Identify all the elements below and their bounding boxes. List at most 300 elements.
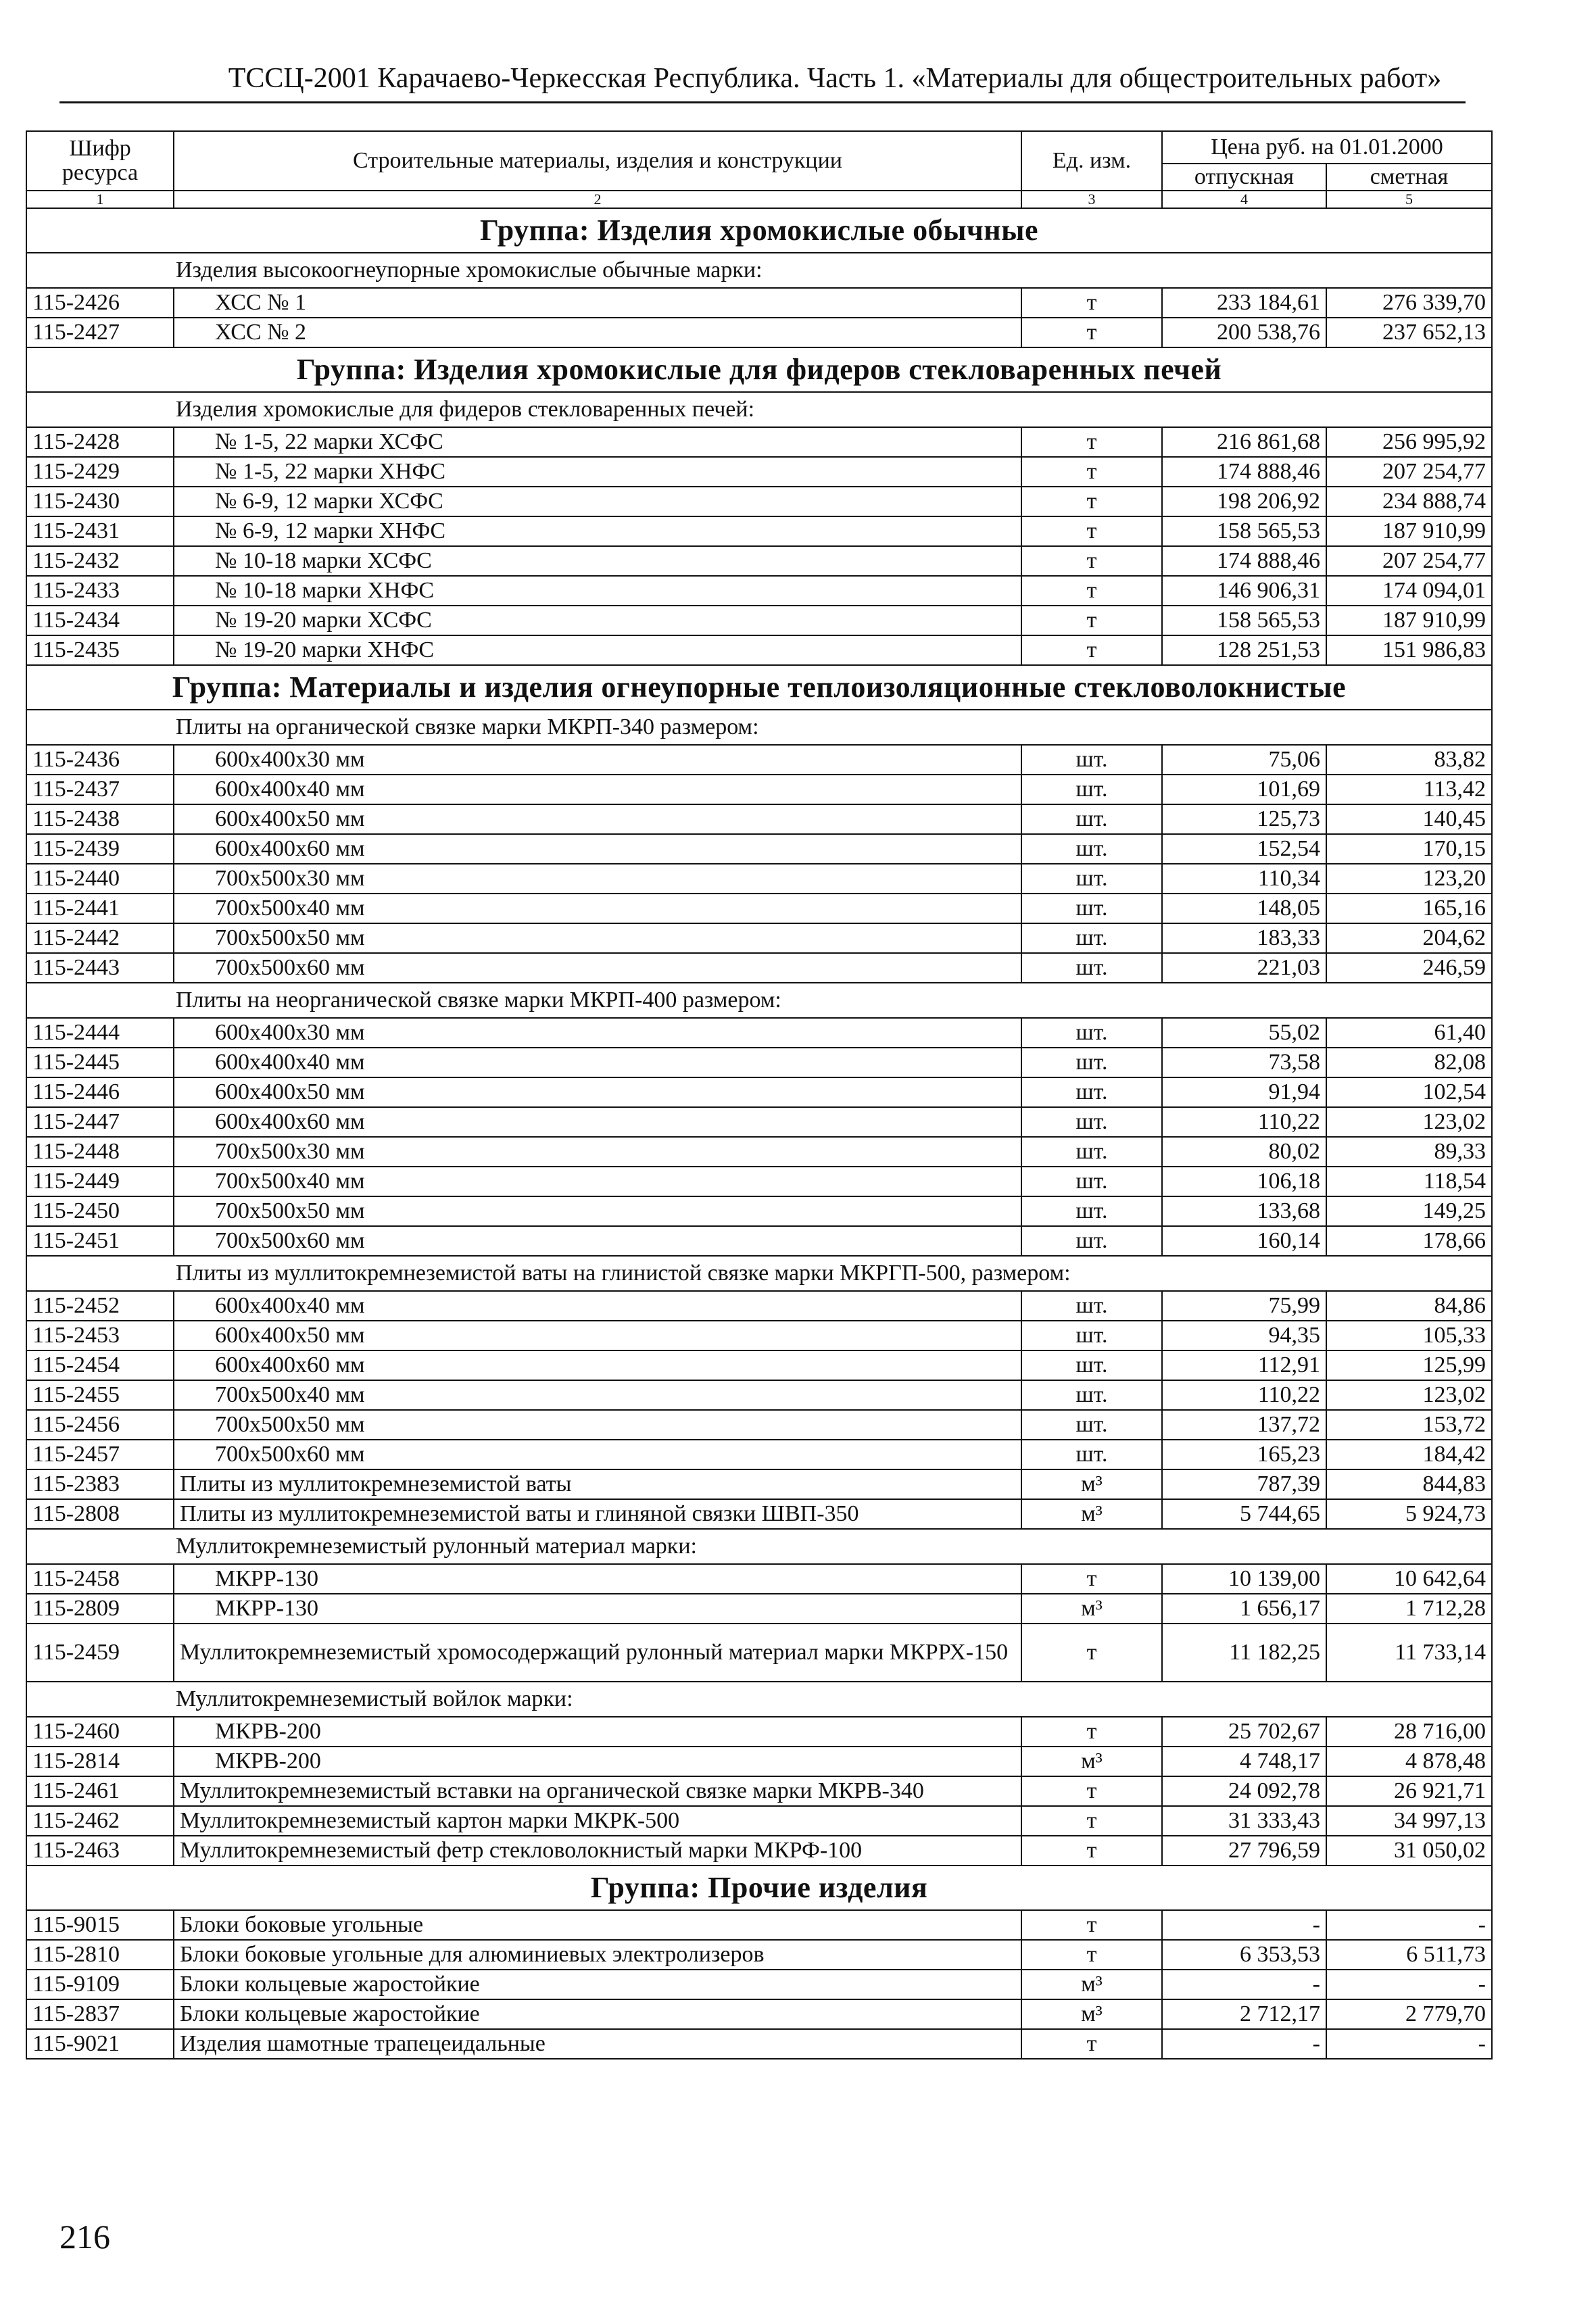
release-price: 174 888,46 xyxy=(1162,546,1326,576)
material-name: 600х400х50 мм xyxy=(174,804,1021,834)
material-name: № 10-18 марки ХСФС xyxy=(174,546,1021,576)
resource-code: 115-2426 xyxy=(26,288,174,318)
unit: т xyxy=(1021,1624,1162,1682)
release-price: 221,03 xyxy=(1162,953,1326,983)
subheading-title: Плиты из муллитокремнеземистой ваты на глинистой связке марки МКРГП-500, размером: xyxy=(26,1256,1492,1291)
resource-code: 115-2440 xyxy=(26,864,174,894)
table-row xyxy=(26,804,1492,834)
estimate-price: 234 888,74 xyxy=(1326,487,1492,516)
unit: шт. xyxy=(1021,1167,1162,1196)
unit: т xyxy=(1021,427,1162,457)
resource-code: 115-2430 xyxy=(26,487,174,516)
unit: шт. xyxy=(1021,1440,1162,1469)
release-price: 110,34 xyxy=(1162,864,1326,894)
release-price: 200 538,76 xyxy=(1162,318,1326,347)
subheading-title: Муллитокремнеземистый войлок марки: xyxy=(26,1682,1492,1717)
estimate-price: 207 254,77 xyxy=(1326,457,1492,487)
subheading-row xyxy=(26,1682,1492,1717)
subheading-title: Плиты на неорганической связке марки МКРП-400 размером: xyxy=(26,983,1492,1018)
material-name: МКРР-130 xyxy=(174,1594,1021,1624)
unit: шт. xyxy=(1021,1018,1162,1048)
table-row xyxy=(26,1594,1492,1624)
release-price: - xyxy=(1162,1970,1326,1999)
group-title: Группа: Прочие изделия xyxy=(26,1866,1492,1910)
resource-code: 115-2427 xyxy=(26,318,174,347)
unit: шт. xyxy=(1021,1048,1162,1077)
unit: т xyxy=(1021,457,1162,487)
subheading-title: Плиты на органической связке марки МКРП-340 размером: xyxy=(26,710,1492,745)
unit: шт. xyxy=(1021,1410,1162,1440)
resource-code: 115-2441 xyxy=(26,894,174,923)
col-name-header: Строительные материалы, изделия и конструкции xyxy=(174,131,1021,191)
estimate-price: 165,16 xyxy=(1326,894,1492,923)
unit: шт. xyxy=(1021,1350,1162,1380)
release-price: 27 796,59 xyxy=(1162,1836,1326,1866)
release-price: 6 353,53 xyxy=(1162,1940,1326,1970)
resource-code: 115-2449 xyxy=(26,1167,174,1196)
resource-code: 115-2809 xyxy=(26,1594,174,1624)
estimate-price: 82,08 xyxy=(1326,1048,1492,1077)
estimate-price: 34 997,13 xyxy=(1326,1806,1492,1836)
material-name: Муллитокремнеземистый картон марки МКРК-500 xyxy=(174,1806,1021,1836)
release-price: 233 184,61 xyxy=(1162,288,1326,318)
table-row xyxy=(26,635,1492,665)
unit: шт. xyxy=(1021,1321,1162,1350)
estimate-price: 5 924,73 xyxy=(1326,1499,1492,1529)
estimate-price: 4 878,48 xyxy=(1326,1747,1492,1776)
material-name: 700х500х50 мм xyxy=(174,923,1021,953)
table-row xyxy=(26,1077,1492,1107)
unit: м³ xyxy=(1021,1499,1162,1529)
release-price: 133,68 xyxy=(1162,1196,1326,1226)
col-unit-header: Ед. изм. xyxy=(1021,131,1162,191)
resource-code: 115-2456 xyxy=(26,1410,174,1440)
resource-code: 115-9021 xyxy=(26,2029,174,2059)
material-name: 600х400х40 мм xyxy=(174,1048,1021,1077)
estimate-price: 84,86 xyxy=(1326,1291,1492,1321)
col-release-header: отпускная xyxy=(1162,164,1326,191)
material-name: № 6-9, 12 марки ХСФС xyxy=(174,487,1021,516)
estimate-price: 207 254,77 xyxy=(1326,546,1492,576)
table-row xyxy=(26,1380,1492,1410)
material-name: Плиты из муллитокремнеземистой ваты xyxy=(174,1469,1021,1499)
table-row xyxy=(26,1469,1492,1499)
estimate-price: 256 995,92 xyxy=(1326,427,1492,457)
resource-code: 115-2383 xyxy=(26,1469,174,1499)
unit: т xyxy=(1021,487,1162,516)
resource-code: 115-2810 xyxy=(26,1940,174,1970)
material-name: Блоки боковые угольные для алюминиевых электролизеров xyxy=(174,1940,1021,1970)
table-row xyxy=(26,1564,1492,1594)
col-number: 5 xyxy=(1326,191,1492,208)
estimate-price: 26 921,71 xyxy=(1326,1776,1492,1806)
resource-code: 115-2433 xyxy=(26,576,174,606)
estimate-price: 174 094,01 xyxy=(1326,576,1492,606)
estimate-price: 149,25 xyxy=(1326,1196,1492,1226)
material-name: 700х500х50 мм xyxy=(174,1196,1021,1226)
unit: шт. xyxy=(1021,1291,1162,1321)
material-name: № 10-18 марки ХНФС xyxy=(174,576,1021,606)
estimate-price: 153,72 xyxy=(1326,1410,1492,1440)
release-price: - xyxy=(1162,1910,1326,1940)
estimate-price: 246,59 xyxy=(1326,953,1492,983)
table-row xyxy=(26,606,1492,635)
resource-code: 115-2837 xyxy=(26,1999,174,2029)
unit: м³ xyxy=(1021,1999,1162,2029)
table-row xyxy=(26,1999,1492,2029)
table-body xyxy=(26,208,1492,2059)
estimate-price: - xyxy=(1326,1910,1492,1940)
release-price: 1 656,17 xyxy=(1162,1594,1326,1624)
resource-code: 115-2454 xyxy=(26,1350,174,1380)
table-row xyxy=(26,1624,1492,1682)
table-row xyxy=(26,1350,1492,1380)
resource-code: 115-2814 xyxy=(26,1747,174,1776)
subheading-row xyxy=(26,1256,1492,1291)
release-price: 128 251,53 xyxy=(1162,635,1326,665)
estimate-price: 105,33 xyxy=(1326,1321,1492,1350)
release-price: 183,33 xyxy=(1162,923,1326,953)
table-row xyxy=(26,1910,1492,1940)
release-price: 152,54 xyxy=(1162,834,1326,864)
unit: шт. xyxy=(1021,804,1162,834)
material-name: Блоки кольцевые жаростойкие xyxy=(174,1999,1021,2029)
estimate-price: 28 716,00 xyxy=(1326,1717,1492,1747)
estimate-price: 11 733,14 xyxy=(1326,1624,1492,1682)
col-number: 2 xyxy=(174,191,1021,208)
release-price: 158 565,53 xyxy=(1162,516,1326,546)
col-number: 3 xyxy=(1021,191,1162,208)
material-name: 600х400х50 мм xyxy=(174,1077,1021,1107)
resource-code: 115-2451 xyxy=(26,1226,174,1256)
material-name: 600х400х60 мм xyxy=(174,1350,1021,1380)
table-row xyxy=(26,546,1492,576)
estimate-price: 61,40 xyxy=(1326,1018,1492,1048)
table-row xyxy=(26,516,1492,546)
material-name: Муллитокремнеземистый вставки на органической связке марки МКРВ-340 xyxy=(174,1776,1021,1806)
material-name: 600х400х50 мм xyxy=(174,1321,1021,1350)
release-price: 2 712,17 xyxy=(1162,1999,1326,2029)
estimate-price: 178,66 xyxy=(1326,1226,1492,1256)
unit: т xyxy=(1021,1836,1162,1866)
release-price: 158 565,53 xyxy=(1162,606,1326,635)
material-name: МКРВ-200 xyxy=(174,1717,1021,1747)
estimate-price: 187 910,99 xyxy=(1326,606,1492,635)
unit: шт. xyxy=(1021,1226,1162,1256)
resource-code: 115-2431 xyxy=(26,516,174,546)
unit: т xyxy=(1021,1910,1162,1940)
table-row xyxy=(26,427,1492,457)
estimate-price: 31 050,02 xyxy=(1326,1836,1492,1866)
group-title: Группа: Изделия хромокислые обычные xyxy=(26,208,1492,253)
unit: т xyxy=(1021,318,1162,347)
release-price: 94,35 xyxy=(1162,1321,1326,1350)
material-name: № 19-20 марки ХСФС xyxy=(174,606,1021,635)
resource-code: 115-2458 xyxy=(26,1564,174,1594)
resource-code: 115-2447 xyxy=(26,1107,174,1137)
table-row xyxy=(26,1499,1492,1529)
release-price: 787,39 xyxy=(1162,1469,1326,1499)
release-price: - xyxy=(1162,2029,1326,2059)
table-row xyxy=(26,1107,1492,1137)
table-row xyxy=(26,487,1492,516)
release-price: 75,99 xyxy=(1162,1291,1326,1321)
estimate-price: 204,62 xyxy=(1326,923,1492,953)
resource-code: 115-2461 xyxy=(26,1776,174,1806)
resource-code: 115-2444 xyxy=(26,1018,174,1048)
material-name: 600х400х30 мм xyxy=(174,745,1021,775)
unit: шт. xyxy=(1021,1107,1162,1137)
material-name: 600х400х60 мм xyxy=(174,834,1021,864)
resource-code: 115-2455 xyxy=(26,1380,174,1410)
resource-code: 115-2460 xyxy=(26,1717,174,1747)
resource-code: 115-2446 xyxy=(26,1077,174,1107)
estimate-price: 123,20 xyxy=(1326,864,1492,894)
table-row xyxy=(26,457,1492,487)
group-row xyxy=(26,1866,1492,1910)
material-name: ХСС № 1 xyxy=(174,288,1021,318)
release-price: 101,69 xyxy=(1162,775,1326,804)
estimate-price: 83,82 xyxy=(1326,745,1492,775)
material-name: ХСС № 2 xyxy=(174,318,1021,347)
table-row xyxy=(26,1048,1492,1077)
unit: м³ xyxy=(1021,1594,1162,1624)
resource-code: 115-9109 xyxy=(26,1970,174,1999)
material-name: Блоки боковые угольные xyxy=(174,1910,1021,1940)
table-row xyxy=(26,1410,1492,1440)
release-price: 55,02 xyxy=(1162,1018,1326,1048)
unit: м³ xyxy=(1021,1970,1162,1999)
resource-code: 115-9015 xyxy=(26,1910,174,1940)
table-row xyxy=(26,1018,1492,1048)
estimate-price: 125,99 xyxy=(1326,1350,1492,1380)
unit: шт. xyxy=(1021,834,1162,864)
material-name: 700х500х40 мм xyxy=(174,1380,1021,1410)
table-row xyxy=(26,318,1492,347)
price-table xyxy=(26,130,1493,2060)
unit: шт. xyxy=(1021,1380,1162,1410)
material-name: 700х500х60 мм xyxy=(174,1226,1021,1256)
estimate-price: 123,02 xyxy=(1326,1107,1492,1137)
resource-code: 115-2450 xyxy=(26,1196,174,1226)
header-rule xyxy=(59,101,1466,103)
material-name: № 1-5, 22 марки ХСФС xyxy=(174,427,1021,457)
resource-code: 115-2448 xyxy=(26,1137,174,1167)
unit: шт. xyxy=(1021,775,1162,804)
material-name: 600х400х40 мм xyxy=(174,775,1021,804)
group-title: Группа: Изделия хромокислые для фидеров стекловаренных печей xyxy=(26,347,1492,392)
resource-code: 115-2443 xyxy=(26,953,174,983)
estimate-price: 102,54 xyxy=(1326,1077,1492,1107)
unit: т xyxy=(1021,288,1162,318)
material-name: МКРР-130 xyxy=(174,1564,1021,1594)
subheading-row xyxy=(26,983,1492,1018)
release-price: 198 206,92 xyxy=(1162,487,1326,516)
material-name: Блоки кольцевые жаростойкие xyxy=(174,1970,1021,1999)
table-row xyxy=(26,1747,1492,1776)
resource-code: 115-2453 xyxy=(26,1321,174,1350)
estimate-price: 118,54 xyxy=(1326,1167,1492,1196)
unit: т xyxy=(1021,1776,1162,1806)
table-row xyxy=(26,1440,1492,1469)
unit: шт. xyxy=(1021,953,1162,983)
release-price: 137,72 xyxy=(1162,1410,1326,1440)
release-price: 106,18 xyxy=(1162,1167,1326,1196)
resource-code: 115-2435 xyxy=(26,635,174,665)
col-number: 1 xyxy=(26,191,174,208)
estimate-price: 123,02 xyxy=(1326,1380,1492,1410)
release-price: 216 861,68 xyxy=(1162,427,1326,457)
estimate-price: 844,83 xyxy=(1326,1469,1492,1499)
table-row xyxy=(26,1167,1492,1196)
material-name: 700х500х40 мм xyxy=(174,894,1021,923)
unit: шт. xyxy=(1021,745,1162,775)
table-row xyxy=(26,834,1492,864)
release-price: 10 139,00 xyxy=(1162,1564,1326,1594)
col-price-header: Цена руб. на 01.01.2000 xyxy=(1162,131,1492,164)
material-name: № 19-20 марки ХНФС xyxy=(174,635,1021,665)
material-name: 700х500х30 мм xyxy=(174,864,1021,894)
resource-code: 115-2445 xyxy=(26,1048,174,1077)
table-row xyxy=(26,1776,1492,1806)
table-row xyxy=(26,1291,1492,1321)
release-price: 31 333,43 xyxy=(1162,1806,1326,1836)
unit: шт. xyxy=(1021,1196,1162,1226)
estimate-price: - xyxy=(1326,1970,1492,1999)
release-price: 75,06 xyxy=(1162,745,1326,775)
table-row xyxy=(26,1137,1492,1167)
resource-code: 115-2439 xyxy=(26,834,174,864)
unit: т xyxy=(1021,2029,1162,2059)
unit: м³ xyxy=(1021,1469,1162,1499)
material-name: № 1-5, 22 марки ХНФС xyxy=(174,457,1021,487)
table-row xyxy=(26,1717,1492,1747)
material-name: № 6-9, 12 марки ХНФС xyxy=(174,516,1021,546)
estimate-price: 10 642,64 xyxy=(1326,1564,1492,1594)
group-title: Группа: Материалы и изделия огнеупорные теплоизоляционные стекловолокнистые xyxy=(26,665,1492,710)
release-price: 174 888,46 xyxy=(1162,457,1326,487)
resource-code: 115-2436 xyxy=(26,745,174,775)
unit: шт. xyxy=(1021,1137,1162,1167)
unit: т xyxy=(1021,546,1162,576)
release-price: 146 906,31 xyxy=(1162,576,1326,606)
resource-code: 115-2808 xyxy=(26,1499,174,1529)
estimate-price: 187 910,99 xyxy=(1326,516,1492,546)
release-price: 91,94 xyxy=(1162,1077,1326,1107)
group-row xyxy=(26,208,1492,253)
subheading-title: Изделия хромокислые для фидеров стекловаренных печей: xyxy=(26,392,1492,427)
release-price: 11 182,25 xyxy=(1162,1624,1326,1682)
unit: т xyxy=(1021,635,1162,665)
table-row xyxy=(26,745,1492,775)
release-price: 165,23 xyxy=(1162,1440,1326,1469)
release-price: 73,58 xyxy=(1162,1048,1326,1077)
table-row xyxy=(26,288,1492,318)
resource-code: 115-2432 xyxy=(26,546,174,576)
resource-code: 115-2437 xyxy=(26,775,174,804)
release-price: 24 092,78 xyxy=(1162,1776,1326,1806)
estimate-price: - xyxy=(1326,2029,1492,2059)
unit: шт. xyxy=(1021,894,1162,923)
release-price: 4 748,17 xyxy=(1162,1747,1326,1776)
material-name: 700х500х30 мм xyxy=(174,1137,1021,1167)
unit: т xyxy=(1021,606,1162,635)
material-name: Плиты из муллитокремнеземистой ваты и глиняной связки ШВП-350 xyxy=(174,1499,1021,1529)
estimate-price: 2 779,70 xyxy=(1326,1999,1492,2029)
material-name: 600х400х60 мм xyxy=(174,1107,1021,1137)
resource-code: 115-2429 xyxy=(26,457,174,487)
page-number: 216 xyxy=(59,2218,110,2256)
estimate-price: 1 712,28 xyxy=(1326,1594,1492,1624)
release-price: 110,22 xyxy=(1162,1107,1326,1137)
estimate-price: 89,33 xyxy=(1326,1137,1492,1167)
release-price: 110,22 xyxy=(1162,1380,1326,1410)
estimate-price: 170,15 xyxy=(1326,834,1492,864)
estimate-price: 237 652,13 xyxy=(1326,318,1492,347)
col-number: 4 xyxy=(1162,191,1326,208)
table-row xyxy=(26,1836,1492,1866)
resource-code: 115-2434 xyxy=(26,606,174,635)
material-name: 700х500х60 мм xyxy=(174,953,1021,983)
table-row xyxy=(26,1806,1492,1836)
material-name: Муллитокремнеземистый фетр стекловолокнистый марки МКРФ-100 xyxy=(174,1836,1021,1866)
table-row xyxy=(26,775,1492,804)
estimate-price: 276 339,70 xyxy=(1326,288,1492,318)
table-row xyxy=(26,864,1492,894)
table-row xyxy=(26,1940,1492,1970)
subheading-title: Муллитокремнеземистый рулонный материал марки: xyxy=(26,1529,1492,1564)
release-price: 25 702,67 xyxy=(1162,1717,1326,1747)
unit: т xyxy=(1021,1940,1162,1970)
subheading-title: Изделия высокоогнеупорные хромокислые обычные марки: xyxy=(26,253,1492,288)
unit: м³ xyxy=(1021,1747,1162,1776)
material-name: 600х400х30 мм xyxy=(174,1018,1021,1048)
material-name: Изделия шамотные трапецеидальные xyxy=(174,2029,1021,2059)
unit: шт. xyxy=(1021,1077,1162,1107)
table-row xyxy=(26,1970,1492,1999)
material-name: Муллитокремнеземистый хромосодержащий рулонный материал марки МКРРХ-150 xyxy=(174,1624,1021,1682)
release-price: 160,14 xyxy=(1162,1226,1326,1256)
table-row xyxy=(26,1226,1492,1256)
release-price: 125,73 xyxy=(1162,804,1326,834)
estimate-price: 151 986,83 xyxy=(1326,635,1492,665)
group-row xyxy=(26,347,1492,392)
release-price: 112,91 xyxy=(1162,1350,1326,1380)
subheading-row xyxy=(26,253,1492,288)
resource-code: 115-2452 xyxy=(26,1291,174,1321)
unit: шт. xyxy=(1021,923,1162,953)
material-name: 700х500х40 мм xyxy=(174,1167,1021,1196)
subheading-row xyxy=(26,1529,1492,1564)
unit: т xyxy=(1021,1806,1162,1836)
estimate-price: 184,42 xyxy=(1326,1440,1492,1469)
table-row xyxy=(26,1321,1492,1350)
table-row xyxy=(26,894,1492,923)
resource-code: 115-2459 xyxy=(26,1624,174,1682)
table-row xyxy=(26,953,1492,983)
table-row xyxy=(26,1196,1492,1226)
col-estimate-header: сметная xyxy=(1326,164,1492,191)
estimate-price: 113,42 xyxy=(1326,775,1492,804)
unit: т xyxy=(1021,516,1162,546)
resource-code: 115-2428 xyxy=(26,427,174,457)
release-price: 5 744,65 xyxy=(1162,1499,1326,1529)
unit: шт. xyxy=(1021,864,1162,894)
release-price: 148,05 xyxy=(1162,894,1326,923)
material-name: 700х500х60 мм xyxy=(174,1440,1021,1469)
unit: т xyxy=(1021,1564,1162,1594)
group-row xyxy=(26,665,1492,710)
